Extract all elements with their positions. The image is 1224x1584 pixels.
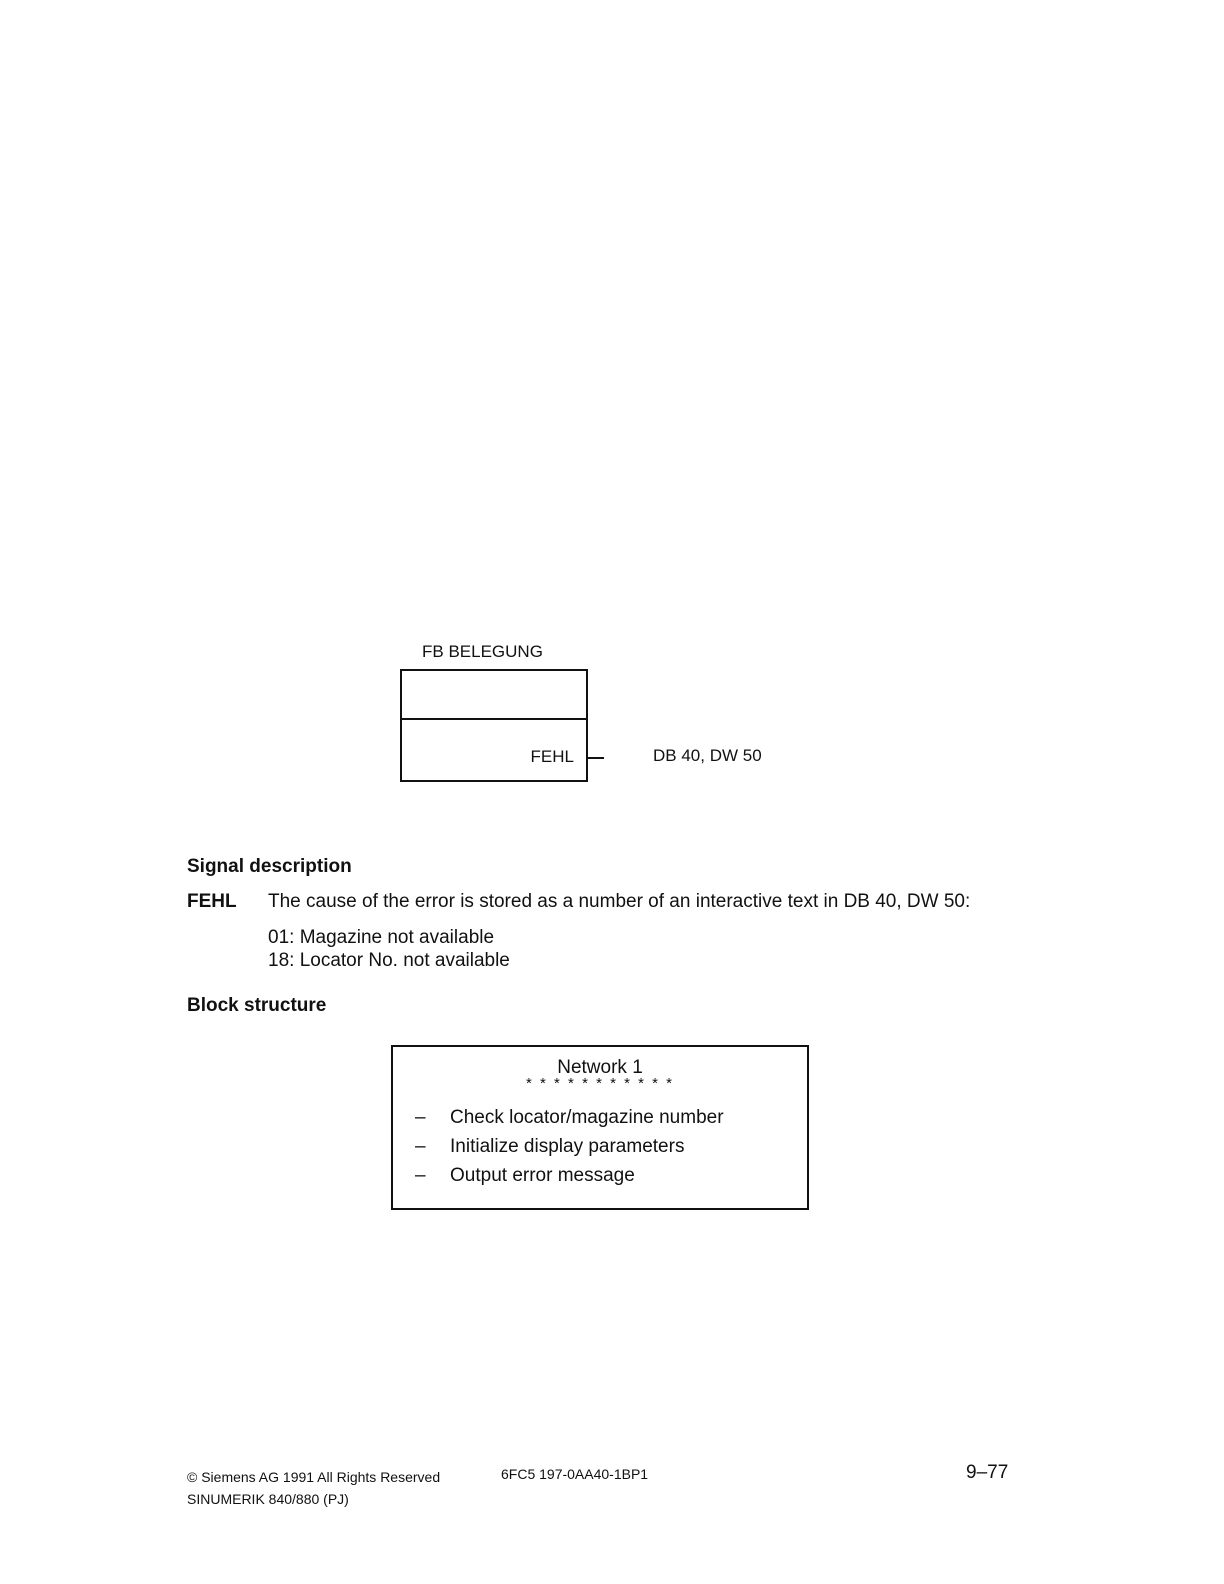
signal-text: The cause of the error is stored as a number of an interactive text in DB 40, DW 50: xyxy=(268,891,971,912)
network-stars: * * * * * * * * * * * xyxy=(526,1075,674,1092)
footer-product: SINUMERIK 840/880 (PJ) xyxy=(187,1491,349,1507)
fb-block-box xyxy=(400,669,588,782)
fb-output-label: FEHL xyxy=(530,747,574,766)
network-steps xyxy=(415,1107,724,1194)
signal-code: 01: Magazine not available xyxy=(268,927,495,948)
dash-bullet: – xyxy=(415,1165,426,1186)
network-step-text: Initialize display parameters xyxy=(450,1136,685,1157)
network-step xyxy=(415,1165,724,1194)
signal-codes xyxy=(268,926,510,972)
dash-bullet: – xyxy=(415,1136,426,1157)
fb-block-divider xyxy=(402,718,586,720)
network-step xyxy=(415,1107,724,1136)
network-box xyxy=(391,1045,809,1210)
footer-doc-number: 6FC5 197-0AA40-1BP1 xyxy=(501,1466,649,1482)
footer-left xyxy=(187,1466,440,1510)
network-title: Network 1 xyxy=(557,1057,643,1078)
fb-output-target: DB 40, DW 50 xyxy=(653,746,762,765)
signal-code: 18: Locator No. not available xyxy=(268,950,510,971)
network-step-text: Check locator/magazine number xyxy=(450,1107,724,1128)
network-step xyxy=(415,1136,724,1165)
fb-block-title: FB BELEGUNG xyxy=(422,642,543,661)
signal-description-heading: Signal description xyxy=(187,856,352,877)
signal-name: FEHL xyxy=(187,891,237,912)
network-step-text: Output error message xyxy=(450,1165,635,1186)
page-number: 9–77 xyxy=(966,1462,1009,1483)
dash-bullet: – xyxy=(415,1107,426,1128)
block-structure-heading: Block structure xyxy=(187,995,327,1016)
fb-output-connector xyxy=(587,757,604,759)
footer-copyright: © Siemens AG 1991 All Rights Reserved xyxy=(187,1469,441,1485)
